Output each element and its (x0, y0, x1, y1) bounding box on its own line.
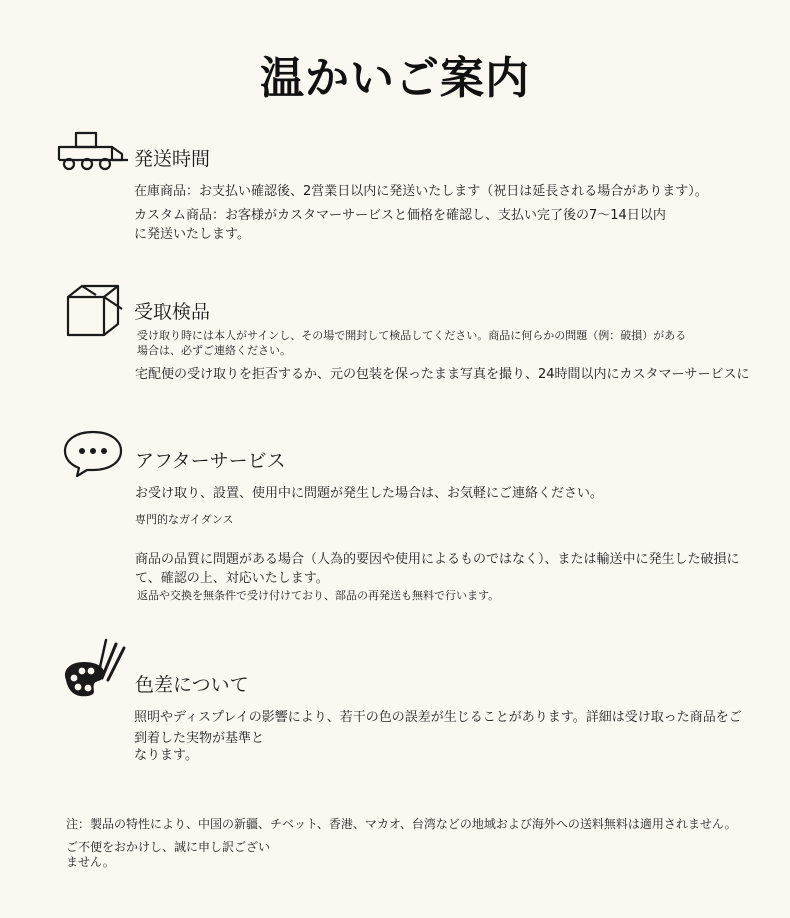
shipping-line-2: カスタム商品：お客様がカスタマーサービスと価格を確認し、支払い完了後の7〜14日以内 (134, 208, 666, 223)
section-heading-after-service: アフターサービス (135, 450, 286, 472)
footer-note: 注：製品の特性により、中国の新疆、チベット、香港、マカオ、台湾などの地域および海外への送料無料は適用されません。 (66, 817, 737, 831)
color-line-2: 到着した実物が基準と (134, 731, 265, 746)
section-heading-shipping: 発送時間 (134, 148, 211, 170)
color-line-1: 照明やディスプレイの影響により、若干の色の誤差が生じることがあります。詳細は受け取った商品をご (134, 710, 742, 725)
shipping-line-3: に発送いたします。 (134, 227, 250, 242)
section-heading-inspection: 受取検品 (134, 301, 211, 323)
after-service-subheading: 専門的なガイダンス (135, 513, 234, 526)
after-service-line-2: 商品の品質に問題がある場合（人為的要因や使用によるものではなく）、または輸送中に発生した破損に (135, 552, 740, 567)
inspection-line-3: 宅配便の受け取りを拒否するか、元の包装を保ったまま写真を撮り、24時間以内にカスタマーサービスに (135, 367, 750, 382)
after-service-line-1: お受け取り、設置、使用中に問題が発生した場合は、お気軽にご連絡ください。 (135, 486, 604, 501)
section-heading-color-difference: 色差について (135, 674, 249, 696)
box-icon (62, 283, 132, 339)
inspection-line-1: 受け取り時には本人がサインし、その場で開封して検品してください。商品に何らかの問題（例：破損）がある (137, 329, 687, 342)
color-line-3: なります。 (134, 748, 198, 763)
truck-icon (56, 130, 130, 172)
shipping-line-1: 在庫商品：お支払い確認後、2営業日以内に発送いたします（祝日は延長される場合があります）。 (134, 184, 708, 199)
page-title: 温かいご案内 (260, 53, 530, 104)
chat-bubble-icon (62, 429, 124, 479)
footer-apology-line-1: ご不便をおかけし、誠に申し訳ござい (66, 840, 271, 854)
after-service-line-3: て、確認の上、対応いたします。 (135, 571, 329, 586)
palette-icon (58, 636, 134, 700)
after-service-line-4: 返品や交換を無条件で受け付けており、部品の再発送も無料で行います。 (137, 589, 500, 602)
inspection-line-2: 場合は、必ずご連絡ください。 (137, 344, 291, 357)
footer-apology-line-2: ません。 (66, 855, 115, 869)
